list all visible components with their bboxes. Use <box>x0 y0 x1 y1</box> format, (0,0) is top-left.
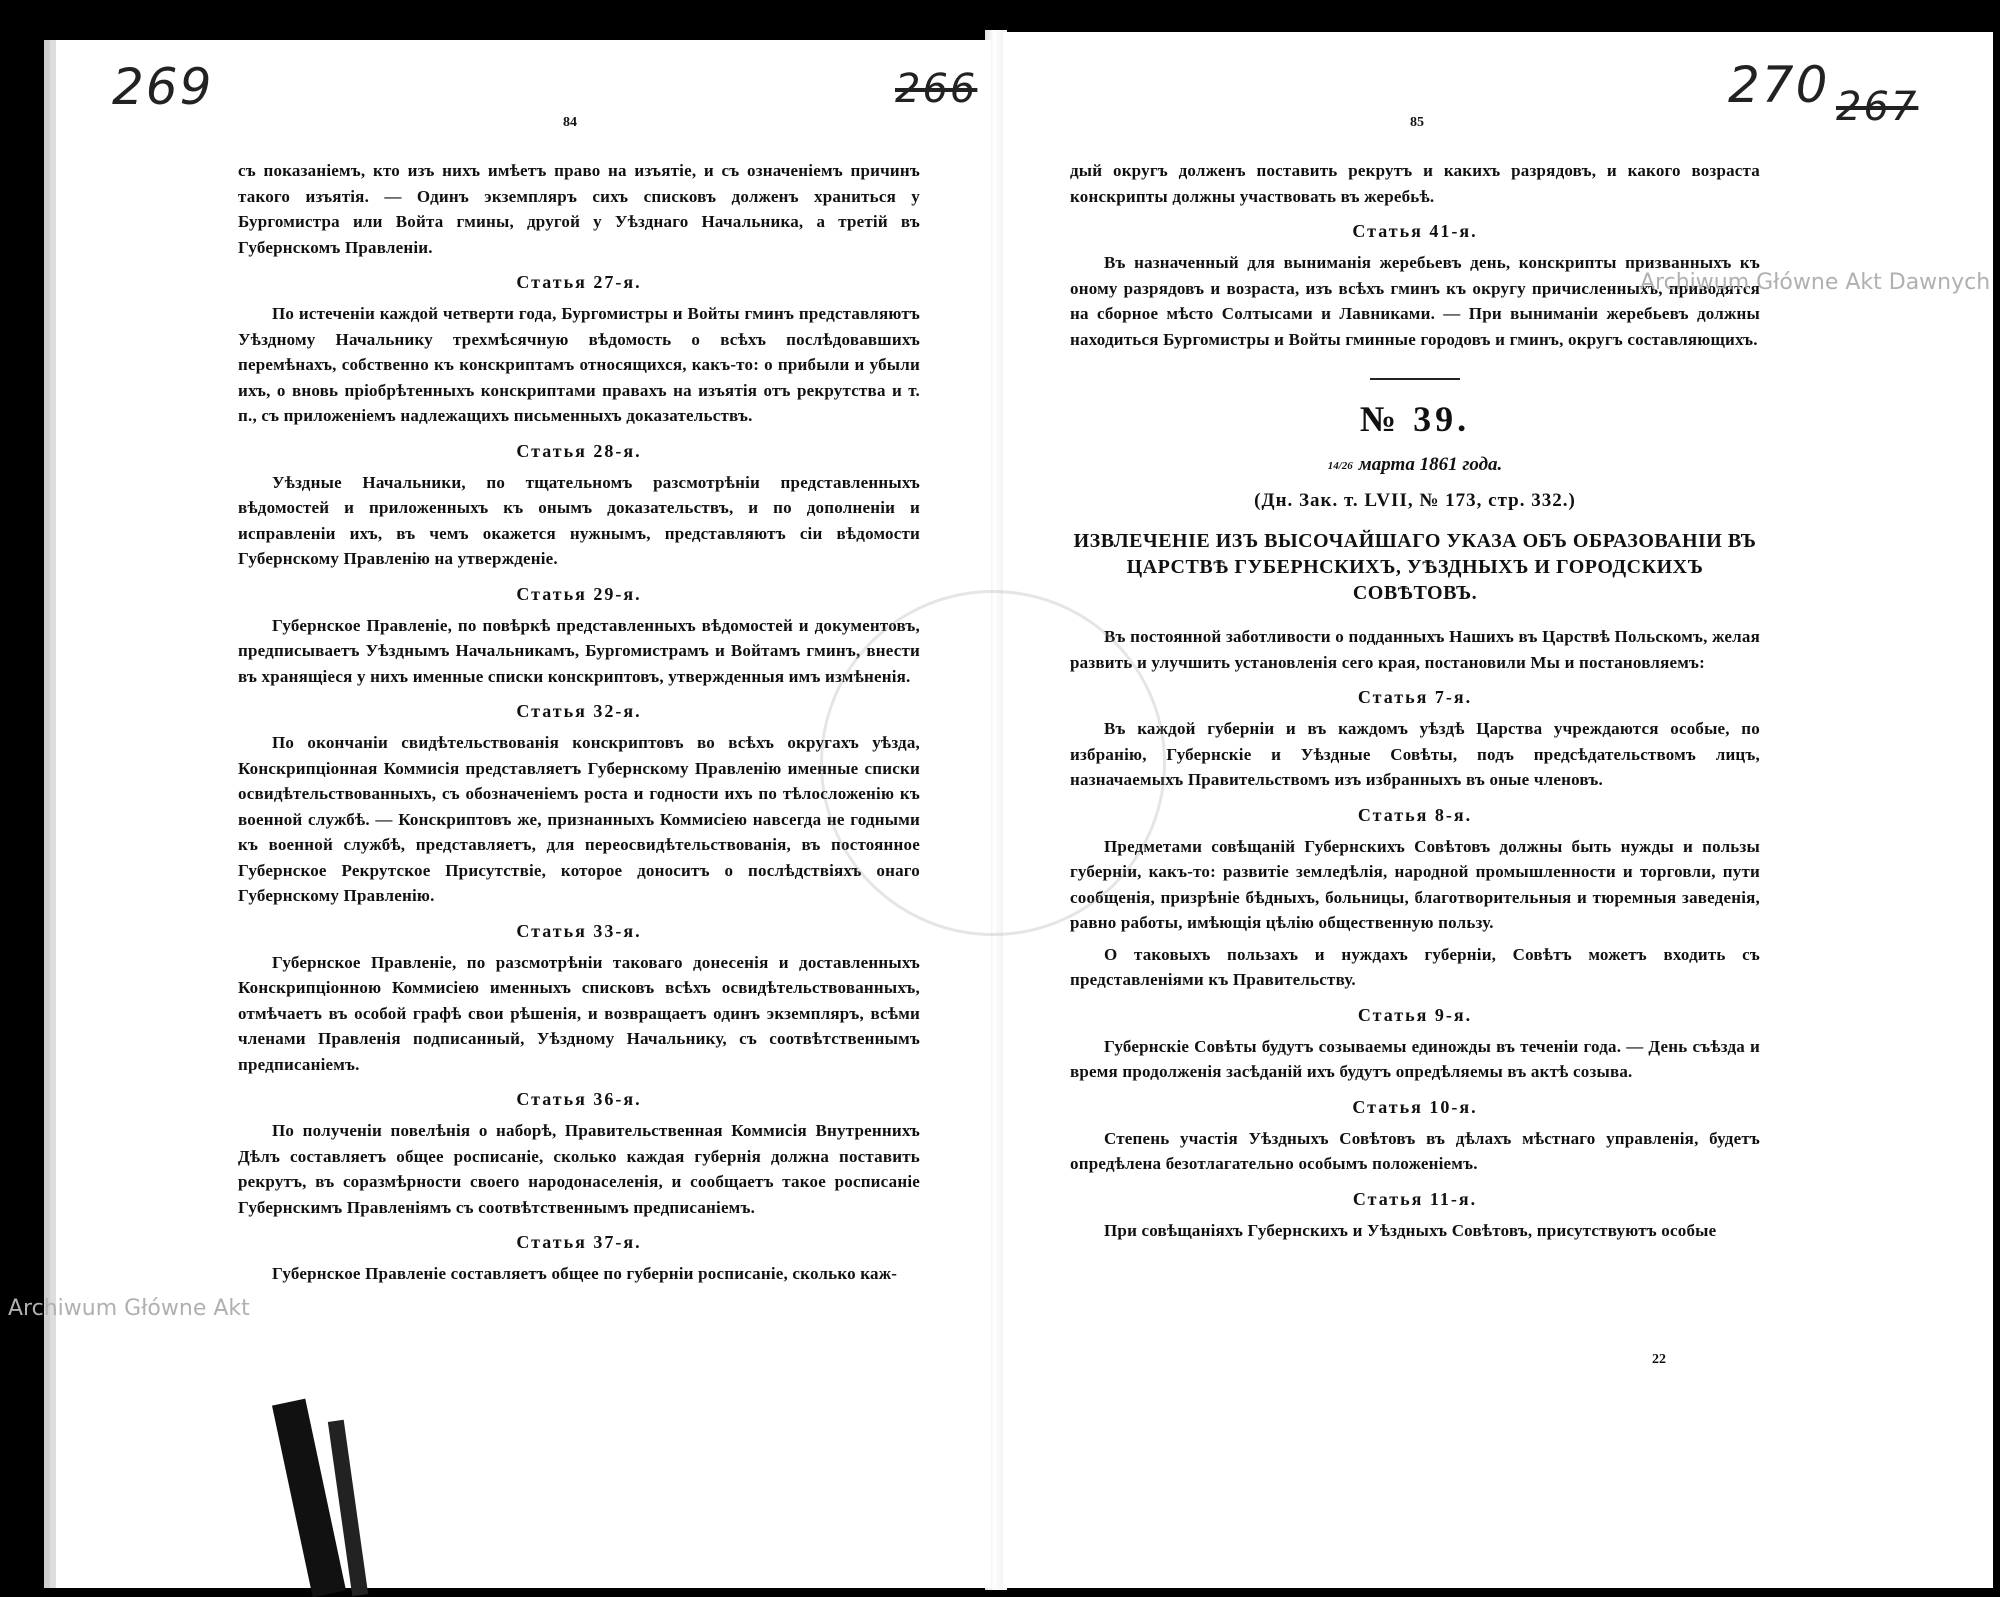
paragraph: Уѣздные Начальники, по тщательномъ разсмотрѣніи представленныхъ вѣдомостей и приложенныхъ къ онымъ доказательствъ, и по дополненіи и исправленіи ихъ, въ чемъ окажется нужнымъ, представляютъ сіи вѣдомости Губернскому Правленію на утвержденіе. <box>238 472 920 568</box>
page-number-left: 84 <box>563 115 577 130</box>
article-heading: Статья 28-я. <box>516 440 642 461</box>
paragraph: съ показаніемъ, кто изъ нихъ имѣетъ право на изъятіе, и съ означеніемъ причинъ такого изъятія. — Одинъ экземпляръ сихъ списковъ долженъ храниться у Бургомистра или Войта гмины, другой у Уѣзднаго Начальника, а третій въ Губернскомъ Правленіи. <box>238 161 920 257</box>
paragraph: По истеченіи каждой четверти года, Бургомистры и Войты гминъ представляютъ Уѣздному Начальнику трехмѣсячную вѣдомость о всѣхъ послѣдовавшихъ перемѣнахъ, собственно къ конскриптамъ относящихся, какъ-то: о прибыли и убыли ихъ, о вновь пріобрѣтенныхъ конскриптами правахъ на изъятія отъ рекрутства и т. п., съ приложеніемъ надлежащихъ письменныхъ доказательствъ. <box>238 304 920 425</box>
left-text-column <box>238 158 920 1293</box>
act-date <box>1070 454 1760 476</box>
article-heading: Статья 11-я. <box>1352 1188 1478 1209</box>
article-heading: Статья 9-я. <box>1357 1004 1473 1025</box>
article-heading: Статья 36-я. <box>516 1089 642 1109</box>
signature-mark: 22 <box>1652 1352 1666 1367</box>
archive-watermark-right: Archiwum Główne Akt Dawnych <box>1640 270 1991 295</box>
date-fraction: 14/26 <box>1327 459 1353 472</box>
article-heading: Статья 37-я. <box>516 1232 642 1252</box>
right-bottom-articles <box>1070 624 1760 1243</box>
article-heading: Статья 7-я. <box>1357 687 1473 707</box>
article-heading: Статья 29-я. <box>516 583 642 604</box>
handwritten-old-folio-right: 267 <box>1836 84 1919 130</box>
paragraph: По полученіи повелѣнія о наборѣ, Правительственная Коммисія Внутреннихъ Дѣлъ составляетъ общее росписаніе, сколько каждая губернія должна поставить рекрутъ, въ соразмѣрности своего народонаселенія, и сообщаетъ такое росписаніе Губернскимъ Правленіямъ съ соотвѣтственнымъ предписаніемъ. <box>238 1121 920 1217</box>
paragraph: Губернское Правленіе составляетъ общее по губерніи росписаніе, сколько каж- <box>272 1264 898 1283</box>
act-heading: ИЗВЛЕЧЕНІЕ ИЗЪ ВЫСОЧАЙШАГО УКАЗА ОБЪ ОБРАЗОВАНІИ ВЪ ЦАРСТВѢ ГУБЕРНСКИХЪ, УѢЗДНЫХЪ И ГОРОДСКИХЪ СОВѢТОВЪ. <box>1073 530 1757 604</box>
paragraph: При совѣщаніяхъ Губернскихъ и Уѣздныхъ Совѣтовъ, присутствуютъ особые <box>1104 1220 1717 1240</box>
archive-watermark-left: Archiwum Główne Akt <box>8 1296 250 1321</box>
article-heading: Статья 41-я. <box>1352 221 1478 241</box>
date-text: марта 1861 года. <box>1358 454 1503 475</box>
act-number: № 39. <box>1359 399 1471 439</box>
article-heading: Статья 32-я. <box>516 701 642 721</box>
paragraph: Въ каждой губерніи и въ каждомъ уѣздѣ Царства учреждаются особые, по избранію, Губернскіе и Уѣздные Совѣты, подъ предсѣдательствомъ лицъ, назначаемыхъ Правительствомъ изъ избранныхъ въ оные членовъ. <box>1070 719 1760 789</box>
paragraph: Въ постоянной заботливости о подданныхъ Нашихъ въ Царствѣ Польскомъ, желая развить и улучшить установленія сего края, постановили Мы и постановляемъ: <box>1070 627 1760 672</box>
article-heading: Статья 27-я. <box>516 272 642 292</box>
page-number-right: 85 <box>1410 115 1424 130</box>
archive-stamp-seal <box>820 590 1166 936</box>
article-heading: Статья 8-я. <box>1357 804 1473 825</box>
paragraph: Степень участія Уѣздныхъ Совѣтовъ въ дѣлахъ мѣстнаго управленія, будетъ опредѣлена безотлагательно особымъ положеніемъ. <box>1070 1128 1760 1173</box>
paragraph: По окончаніи свидѣтельствованія конскриптовъ во всѣхъ округахъ уѣзда, Конскрипціонная Коммисія представляетъ Губернскому Правленію именные списки освидѣтельствованныхъ, съ обозначеніемъ роста и годности ихъ по тѣлосложенію къ военной службѣ. — Конскриптовъ же, признанныхъ Коммисіею навсегда не годными къ военной службѣ, представляетъ, для переосвидѣтельствованія, въ постоянное Губернское Рекрутское Присутствіе, которое доноситъ о послѣдствіяхъ онаго Губернскому Правленію. <box>238 733 920 905</box>
handwritten-folio-left: 269 <box>112 58 214 116</box>
right-text-column <box>1070 158 1760 1249</box>
paragraph: О таковыхъ пользахъ и нуждахъ губерніи, Совѣтъ можетъ входить съ представленіями къ Правительству. <box>1070 944 1760 989</box>
act-reference: (Дн. Зак. т. LVII, № 173, стр. 332.) <box>1254 490 1576 511</box>
article-heading: Статья 33-я. <box>516 920 642 941</box>
section-rule <box>1370 378 1460 380</box>
handwritten-folio-right: 270 <box>1728 56 1830 114</box>
paragraph: Губернское Правленіе, по повѣркѣ представленныхъ вѣдомостей и документовъ, предписываетъ Уѣзднымъ Начальникамъ, Бургомистрамъ и Войтамъ гминъ, внести въ хранящіеся у нихъ именные списки конскриптовъ, утвержденныя имъ измѣненія. <box>238 615 920 686</box>
paragraph: дый округъ долженъ поставить рекрутъ и какихъ разрядовъ, и какого возраста конскрипты должны участвовать въ жеребьѣ. <box>1070 161 1760 206</box>
handwritten-old-folio-left: 266 <box>895 66 978 112</box>
paragraph: Губернское Правленіе, по разсмотрѣніи таковаго донесенія и доставленныхъ Конскрипціонною Коммисіею именныхъ списковъ всѣхъ освидѣтельствованныхъ, отмѣчаетъ въ особой графѣ свои рѣшенія, и возвращаетъ одинъ экземпляръ, всѣми членами Правленія подписанный, Уѣздному Начальнику, съ соотвѣтственнымъ предписаніемъ. <box>238 952 920 1074</box>
right-top-articles <box>1070 158 1760 352</box>
paragraph: Предметами совѣщаній Губернскихъ Совѣтовъ должны быть нужды и пользы губерніи, какъ-то: развитіе земледѣлія, народной промышленности и торговли, пути сообщенія, призрѣніе бѣдныхъ, больницы, благотворительныя и тюремныя заведенія, равно работы, имѣющія цѣлію общественную пользу. <box>1070 836 1760 932</box>
paragraph: Въ назначенный для выниманія жеребьевъ день, конскрипты призванныхъ къ оному разрядовъ и возраста, изъ всѣхъ гминъ къ округу причисленныхъ, приводятся на сборное мѣсто Солтысами и Лавниками. — При выниманіи жеребьевъ должны находиться Бургомистры и Войты гминные городовъ и гминъ, округъ составляющихъ. <box>1070 253 1760 349</box>
paragraph: Губернскіе Совѣты будутъ созываемы единожды въ теченіи года. — День съѣзда и время продолженія засѣданій ихъ будутъ опредѣляемы въ актѣ созыва. <box>1070 1036 1760 1081</box>
article-heading: Статья 10-я. <box>1352 1096 1478 1117</box>
